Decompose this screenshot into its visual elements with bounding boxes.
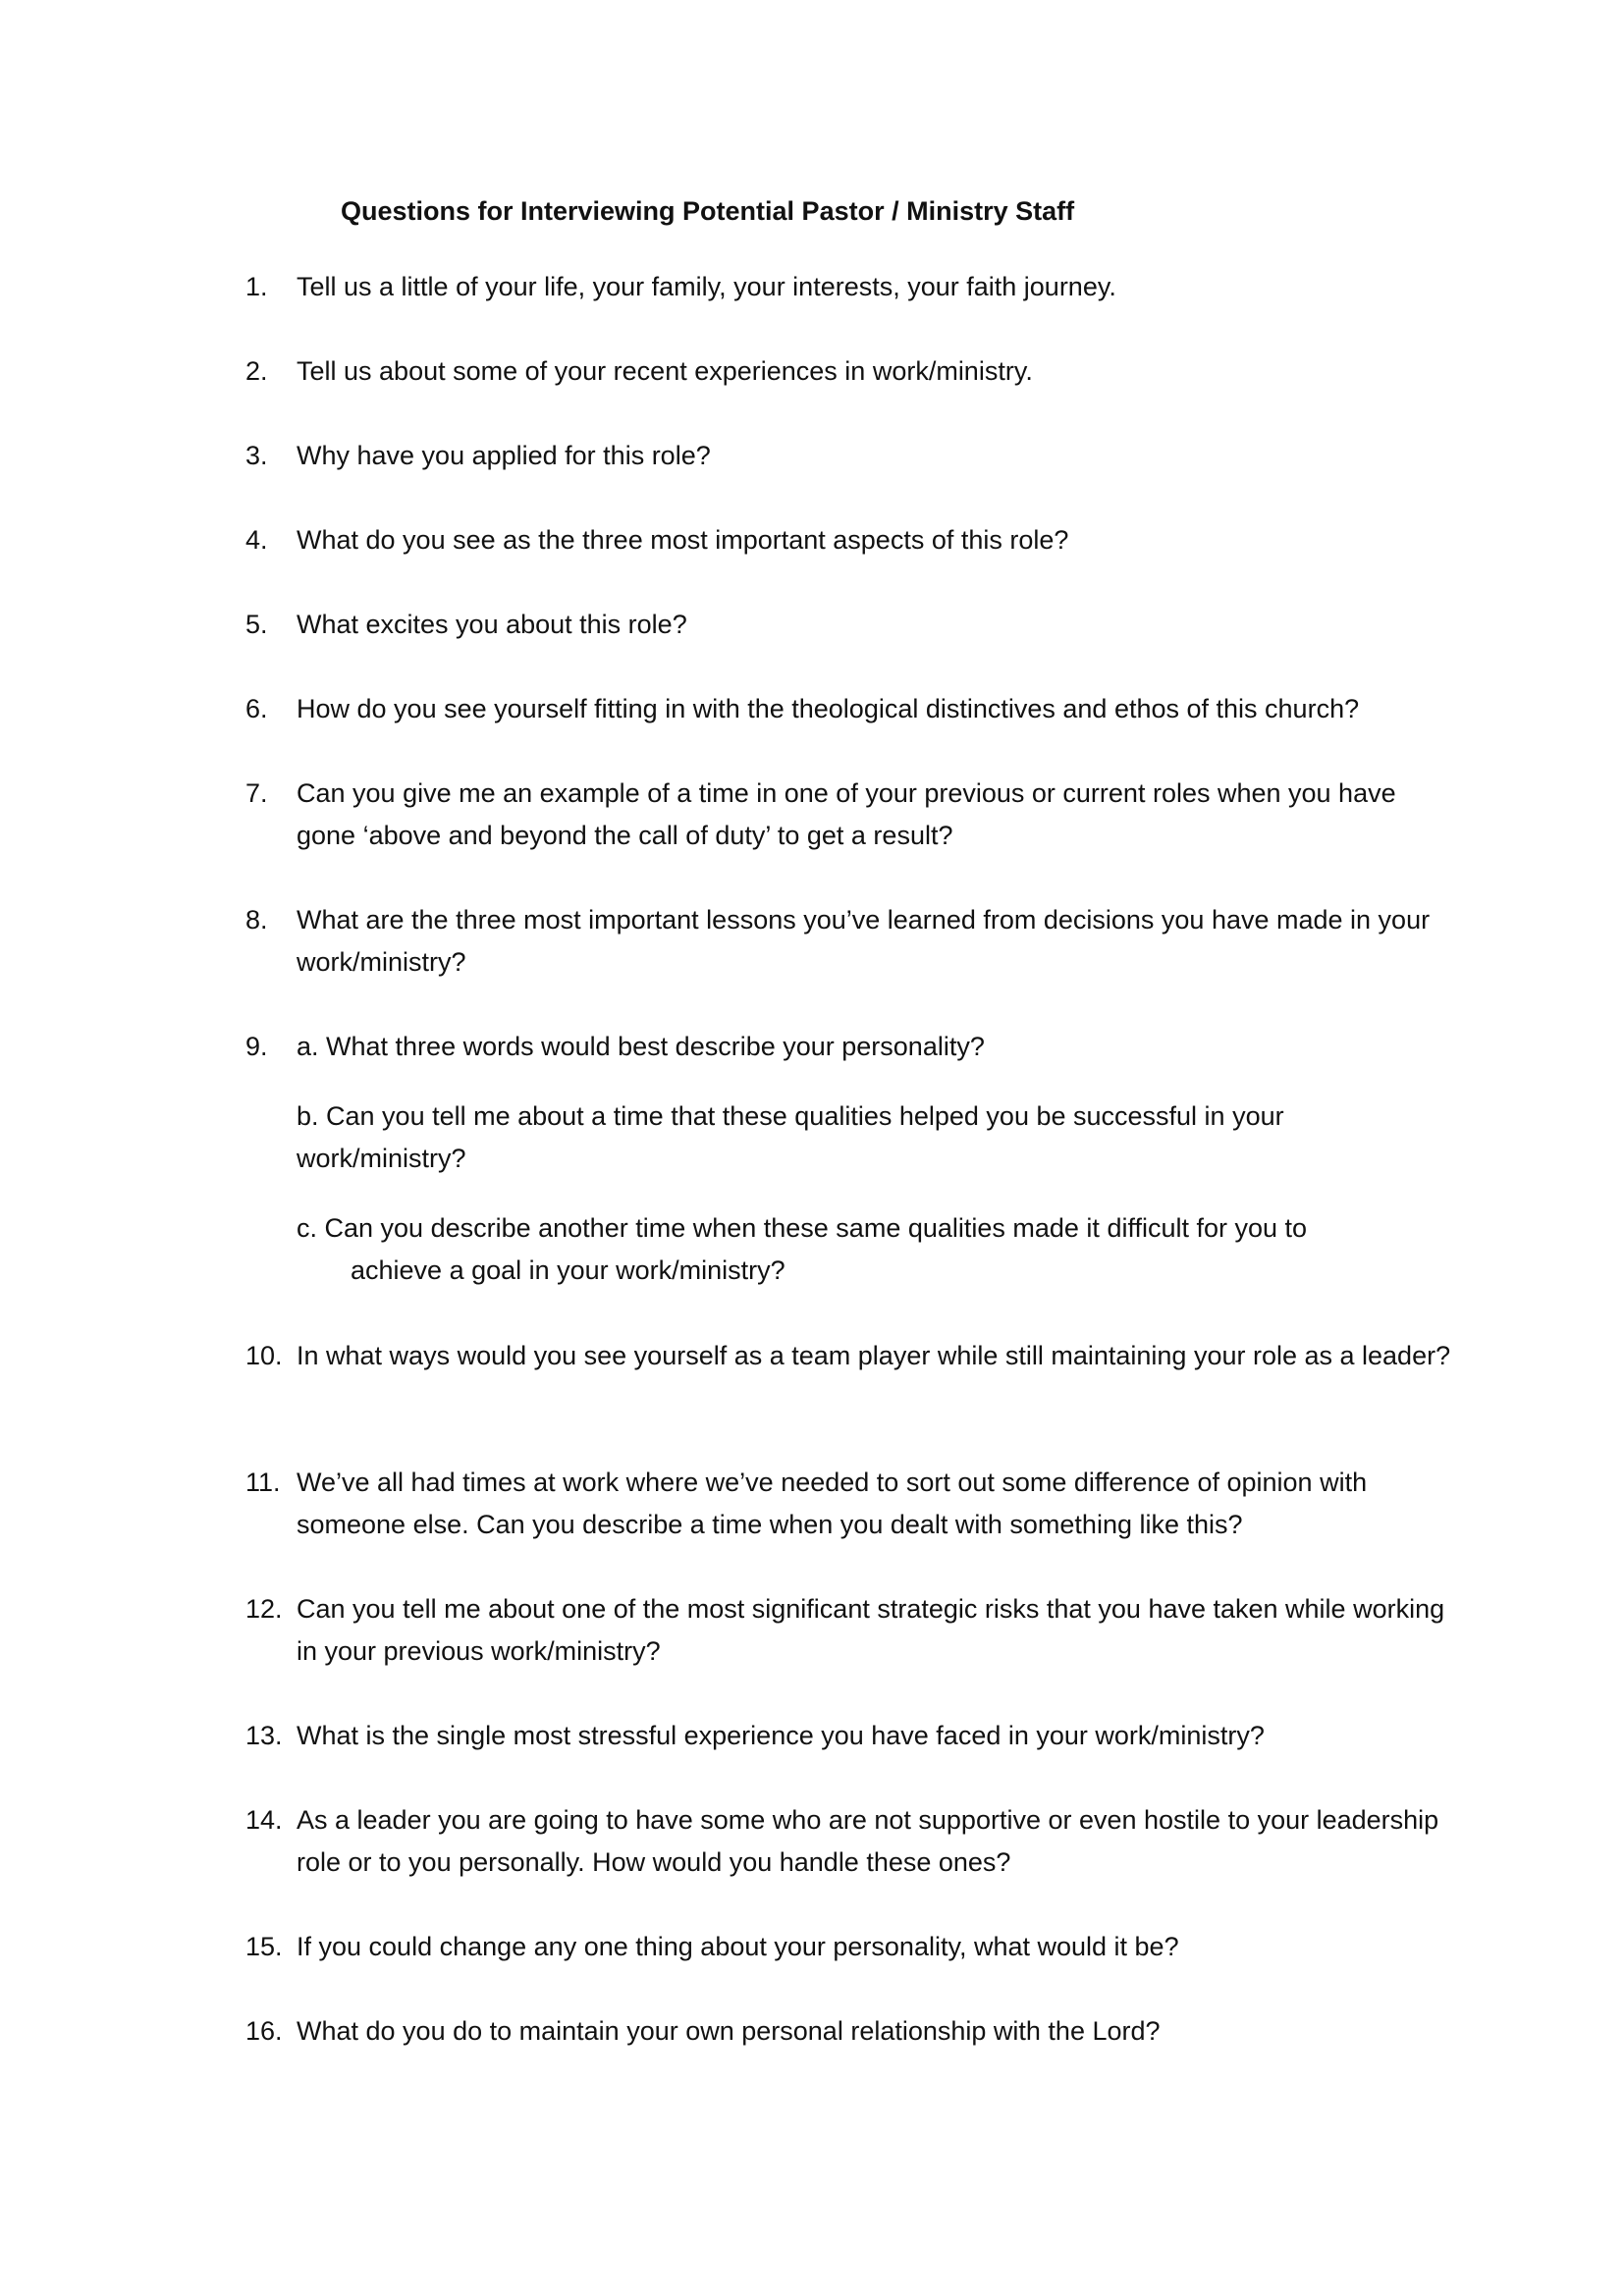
question-number: 11. — [245, 1468, 281, 1497]
question-number: 7. — [245, 778, 268, 808]
question-5 — [245, 604, 1453, 646]
question-number: 13. — [245, 1721, 283, 1750]
question-11 — [245, 1462, 1453, 1546]
question-14 — [245, 1799, 1453, 1884]
question-13 — [245, 1715, 1453, 1757]
question-number: 15. — [245, 1932, 283, 1961]
question-text: Can you tell me about one of the most significant strategic risks that you have taken while working in your previous work/ministry? — [297, 1594, 1445, 1666]
question-number: 9. — [245, 1032, 268, 1061]
question-number: 14. — [245, 1805, 283, 1835]
question-3 — [245, 435, 1453, 477]
question-4 — [245, 519, 1453, 561]
question-text: Why have you applied for this role? — [297, 441, 711, 470]
question-9-sub-c — [297, 1207, 1455, 1292]
document-title: Questions for Interviewing Potential Pastor / Ministry Staff — [341, 196, 1075, 226]
question-9-sub-c-line-1: c. Can you describe another time when these same qualities made it difficult for you to — [297, 1213, 1308, 1243]
question-number: 8. — [245, 905, 268, 934]
question-8 — [245, 899, 1453, 984]
question-text: What excites you about this role? — [297, 610, 687, 639]
question-12 — [245, 1588, 1453, 1673]
question-9 — [245, 1026, 1453, 1068]
question-text: What are the three most important lessons you’ve learned from decisions you have made in your work/ministry? — [297, 905, 1431, 977]
question-number: 10. — [245, 1341, 283, 1370]
question-1 — [245, 266, 1453, 308]
question-text: Tell us a little of your life, your family, your interests, your faith journey. — [297, 272, 1116, 301]
question-number: 16. — [245, 2016, 283, 2046]
question-text: What do you see as the three most important aspects of this role? — [297, 525, 1069, 555]
question-7 — [245, 773, 1453, 857]
question-text: As a leader you are going to have some who are not supportive or even hostile to your leadership role or to you personally. How would you handle these ones? — [297, 1805, 1439, 1877]
question-number: 3. — [245, 441, 268, 470]
question-text: We’ve all had times at work where we’ve needed to sort out some difference of opinion with someone else. Can you describe a time when you dealt with something like this? — [297, 1468, 1368, 1539]
question-number: 5. — [245, 610, 268, 639]
question-16 — [245, 2010, 1453, 2053]
question-15 — [245, 1926, 1453, 1968]
question-text: Can you give me an example of a time in one of your previous or current roles when you have gone ‘above and beyond the call of duty’ to get a result? — [297, 778, 1396, 850]
question-number: 4. — [245, 525, 268, 555]
question-9-sub-b: b. Can you tell me about a time that these qualities helped you be successful in your work/ministry? — [297, 1101, 1284, 1173]
question-number: 12. — [245, 1594, 283, 1624]
question-text: a. What three words would best describe your personality? — [297, 1032, 985, 1061]
question-text: What do you do to maintain your own personal relationship with the Lord? — [297, 2016, 1161, 2046]
question-text: What is the single most stressful experience you have faced in your work/ministry? — [297, 1721, 1265, 1750]
question-2 — [245, 350, 1453, 393]
question-number: 6. — [245, 694, 268, 723]
question-number: 2. — [245, 356, 268, 386]
question-text: If you could change any one thing about your personality, what would it be? — [297, 1932, 1179, 1961]
question-9-sub-c-line-2: achieve a goal in your work/ministry? — [351, 1255, 785, 1285]
question-text: How do you see yourself fitting in with the theological distinctives and ethos of this church? — [297, 694, 1360, 723]
question-text: Tell us about some of your recent experiences in work/ministry. — [297, 356, 1033, 386]
question-number: 1. — [245, 272, 268, 301]
question-6 — [245, 688, 1453, 730]
question-10 — [245, 1335, 1453, 1377]
question-text: In what ways would you see yourself as a team player while still maintaining your role as a leader? — [297, 1341, 1451, 1370]
